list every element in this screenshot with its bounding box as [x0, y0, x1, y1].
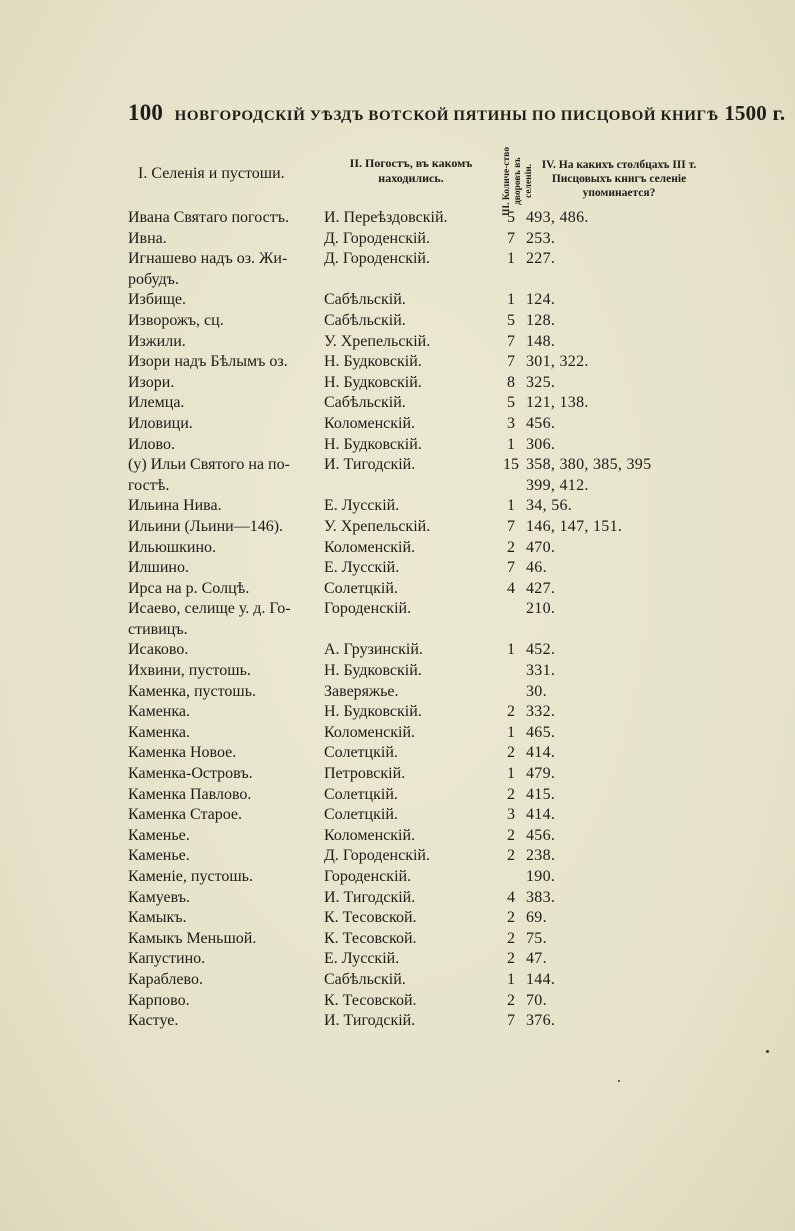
- settlement-name: Ильина Нива.: [128, 497, 222, 515]
- header-title: НОВГОРОДСКІЙ УѢЗДЪ ВОТСКОЙ ПЯТИНЫ ПО ПИСЦОВОЙ КНИГѢ: [174, 108, 719, 124]
- pogost-name: Петровскій.: [324, 765, 406, 783]
- household-count: 2: [507, 785, 515, 803]
- pogost-name: У. Хрепельскій.: [324, 332, 431, 350]
- household-count: 2: [507, 847, 515, 865]
- settlement-name: Изжили.: [128, 332, 186, 350]
- pogost-name: И. Тигодскій.: [324, 888, 416, 906]
- column-references: 34, 56.: [526, 497, 573, 515]
- column-references: 465.: [526, 723, 556, 741]
- column-references: 238.: [526, 847, 556, 865]
- column-references: 452.: [526, 641, 556, 659]
- column-references: 479.: [526, 765, 556, 783]
- table-row: [128, 929, 698, 950]
- table-row: [128, 826, 698, 847]
- table-row: [128, 270, 698, 291]
- settlement-name: Каменка Новое.: [128, 744, 237, 762]
- page-number: 100: [128, 100, 164, 125]
- household-count: 1: [507, 497, 515, 515]
- table-row: [128, 640, 698, 661]
- household-count: 7: [507, 353, 515, 371]
- table-row: [128, 949, 698, 970]
- settlement-name: Исаково.: [128, 641, 189, 659]
- household-count: [496, 620, 526, 641]
- paper-speck: [618, 1080, 620, 1082]
- settlement-name: Караблево.: [128, 970, 203, 988]
- household-count: 5: [507, 394, 515, 412]
- pogost-name: Сабѣльскій.: [324, 291, 406, 309]
- pogost-name: Д. Городенскій.: [324, 250, 430, 268]
- column-references: 470.: [526, 538, 556, 556]
- pogost-name: Н. Будковскій.: [324, 662, 422, 680]
- table-row: [128, 970, 698, 991]
- settlement-name: Ирса на р. Солцѣ.: [128, 579, 250, 597]
- settlement-name: Иловици.: [128, 414, 193, 432]
- table-row: [128, 332, 698, 353]
- pogost-name: [324, 270, 496, 291]
- settlement-name: Ивна.: [128, 229, 167, 247]
- table-row: [128, 888, 698, 909]
- household-count: 2: [507, 991, 515, 1009]
- household-count: [496, 599, 526, 620]
- household-count: 15: [503, 456, 519, 474]
- column-references: 325.: [526, 373, 556, 391]
- pogost-name: Сабѣльскій.: [324, 970, 406, 988]
- table-row: [128, 846, 698, 867]
- table-row: [128, 373, 698, 394]
- column-references: 414.: [526, 806, 556, 824]
- table-row: [128, 785, 698, 806]
- pogost-name: Д. Городенскій.: [324, 229, 430, 247]
- household-count: 5: [507, 209, 515, 226]
- column-references: [526, 620, 698, 641]
- column-references: 128.: [526, 311, 556, 329]
- column-references: 148.: [526, 332, 556, 350]
- table-row: [128, 229, 698, 250]
- pogost-name: Солетцкій.: [324, 744, 398, 762]
- settlement-name: Избище.: [128, 291, 186, 309]
- column-references: 124.: [526, 291, 556, 309]
- settlement-name: Каменье.: [128, 826, 190, 844]
- column-references: 414.: [526, 744, 556, 762]
- pogost-name: Солетцкій.: [324, 806, 398, 824]
- household-count: [496, 867, 526, 888]
- pogost-name: Н. Будковскій.: [324, 353, 422, 371]
- settlement-name: Каменка Павлово.: [128, 785, 252, 803]
- pogost-name: Е. Лусскій.: [324, 497, 400, 515]
- pogost-name: Д. Городенскій.: [324, 847, 430, 865]
- pogost-name: Н. Будковскій.: [324, 435, 422, 453]
- pogost-name: Коломенскій.: [324, 414, 416, 432]
- settlement-name: гостѣ.: [128, 476, 170, 494]
- settlement-name: Каменіе, пустошь.: [128, 868, 253, 885]
- settlement-name: Каменка-Островъ.: [128, 765, 253, 783]
- column-header-references: IV. На какихъ столбцахъ III т. Писцовыхъ книгъ селеніе упоминается?: [541, 159, 697, 199]
- table-row: [128, 558, 698, 579]
- household-count: 1: [507, 723, 515, 741]
- table-row: [128, 579, 698, 600]
- header-year: 1500 г.: [724, 101, 786, 125]
- pogost-name: Сабѣльскій.: [324, 394, 406, 412]
- settlement-name: Ильини (Льини—146).: [128, 517, 284, 535]
- settlement-name: Камыкъ.: [128, 909, 187, 927]
- column-references: 427.: [526, 579, 556, 597]
- table-row: [128, 1011, 698, 1032]
- settlement-name: стивицъ.: [128, 620, 188, 638]
- household-count: 1: [507, 291, 515, 309]
- pogost-name: Н. Будковскій.: [324, 373, 422, 391]
- settlement-name: Исаево, селище у. д. Го-: [128, 600, 291, 618]
- settlement-name: Камуевъ.: [128, 888, 191, 906]
- pogost-name: [324, 620, 496, 641]
- household-count: 2: [507, 703, 515, 721]
- household-count: 3: [507, 414, 515, 432]
- table-row: [128, 538, 698, 559]
- settlement-name: Камыкъ Меньшой.: [128, 929, 257, 947]
- column-references: 121, 138.: [526, 394, 589, 412]
- table-row: [128, 476, 698, 497]
- table-row: [128, 599, 698, 620]
- settlement-name: Илово.: [128, 435, 175, 453]
- pogost-name: К. Тесовской.: [324, 991, 417, 1009]
- household-count: 4: [507, 888, 515, 906]
- settlement-name: Игнашево надъ оз. Жи-: [128, 250, 288, 268]
- settlement-name: Капустино.: [128, 950, 206, 968]
- pogost-name: И. Тигодскій.: [324, 456, 416, 474]
- column-references: 301, 322.: [526, 353, 589, 371]
- household-count: 7: [507, 229, 515, 247]
- table-row: [128, 723, 698, 744]
- settlement-name: Кастуе.: [128, 1012, 179, 1030]
- pogost-name: У. Хрепельскій.: [324, 517, 431, 535]
- table-row: [128, 702, 698, 723]
- column-references: 253.: [526, 229, 556, 247]
- table-row: [128, 908, 698, 929]
- table-row: [128, 352, 698, 373]
- household-count: [496, 270, 526, 291]
- column-header-settlements: I. Селенія и пустоши.: [138, 165, 285, 182]
- pogost-name: Коломенскій.: [324, 723, 416, 741]
- pogost-name: Городенскій.: [324, 868, 412, 885]
- column-references: 493, 486.: [526, 209, 589, 226]
- household-count: 1: [507, 435, 515, 453]
- table-row: [128, 682, 698, 703]
- household-count: 3: [507, 806, 515, 824]
- settlement-name: Ихвини, пустошь.: [128, 662, 251, 680]
- column-references: 190.: [526, 868, 556, 885]
- settlement-name: Илемца.: [128, 394, 185, 412]
- household-count: [496, 682, 526, 703]
- table-row: [128, 743, 698, 764]
- column-references: 46.: [526, 559, 547, 577]
- household-count: 1: [507, 765, 515, 783]
- column-references: 415.: [526, 785, 556, 803]
- settlement-name: Каменка Старое.: [128, 806, 243, 824]
- column-references: [526, 270, 698, 291]
- household-count: 8: [507, 373, 515, 391]
- column-references: 69.: [526, 909, 547, 927]
- pogost-name: И. Тигодскій.: [324, 1012, 416, 1030]
- pogost-name: Коломенскій.: [324, 538, 416, 556]
- table-row: [128, 620, 698, 641]
- pogost-name: А. Грузинскій.: [324, 641, 423, 659]
- column-references: 358, 380, 385, 395: [526, 456, 652, 474]
- column-references: 376.: [526, 1012, 556, 1030]
- pogost-name: Городенскій.: [324, 600, 412, 618]
- column-references: 399, 412.: [526, 476, 589, 494]
- column-references: 227.: [526, 250, 556, 268]
- column-references: 456.: [526, 826, 556, 844]
- table-row: [128, 290, 698, 311]
- household-count: 1: [507, 641, 515, 659]
- settlements-table: [128, 208, 698, 1032]
- household-count: 7: [507, 559, 515, 577]
- pogost-name: Заверяжье.: [324, 682, 399, 700]
- household-count: [496, 476, 526, 497]
- table-row: [128, 249, 698, 270]
- pogost-name: Е. Лусскій.: [324, 950, 400, 968]
- household-count: 2: [507, 538, 515, 556]
- household-count: 7: [507, 332, 515, 350]
- running-header: [128, 100, 786, 126]
- pogost-name: Коломенскій.: [324, 826, 416, 844]
- household-count: 2: [507, 929, 515, 947]
- pogost-name: К. Тесовской.: [324, 929, 417, 947]
- household-count: 7: [507, 517, 515, 535]
- pogost-name: Солетцкій.: [324, 785, 398, 803]
- settlement-name: Илшино.: [128, 559, 189, 577]
- column-references: 383.: [526, 888, 556, 906]
- household-count: 2: [507, 826, 515, 844]
- household-count: 2: [507, 909, 515, 927]
- pogost-name: [324, 476, 496, 497]
- column-references: 47.: [526, 950, 547, 968]
- settlement-name: Изворожъ, сц.: [128, 311, 224, 329]
- table-row: [128, 455, 698, 476]
- pogost-name: И. Переѣздовскій.: [324, 209, 448, 226]
- column-references: 144.: [526, 970, 556, 988]
- pogost-name: Н. Будковскій.: [324, 703, 422, 721]
- table-row: [128, 764, 698, 785]
- table-row: [128, 867, 698, 888]
- settlement-name: Карпово.: [128, 991, 190, 1009]
- column-references: 306.: [526, 435, 556, 453]
- household-count: 1: [507, 250, 515, 268]
- settlement-name: Ивана Святаго погостъ.: [128, 209, 289, 226]
- settlement-name: Ильюшкино.: [128, 538, 217, 556]
- column-references: 70.: [526, 991, 547, 1009]
- settlement-name: Изори надъ Бѣлымъ оз.: [128, 353, 288, 371]
- settlement-name: Изори.: [128, 373, 175, 391]
- table-row: [128, 208, 698, 229]
- settlement-name: Каменка.: [128, 703, 190, 721]
- household-count: 2: [507, 744, 515, 762]
- column-references: 146, 147, 151.: [526, 517, 623, 535]
- table-row: [128, 991, 698, 1012]
- column-references: 331.: [526, 662, 556, 680]
- pogost-name: Сабѣльскій.: [324, 311, 406, 329]
- household-count: 7: [507, 1012, 515, 1030]
- table-row: [128, 414, 698, 435]
- table-row: [128, 435, 698, 456]
- table-row: [128, 496, 698, 517]
- paper-speck: [766, 1050, 769, 1053]
- table-row: [128, 805, 698, 826]
- table-row: [128, 661, 698, 682]
- settlement-name: (у) Ильи Святого на по-: [128, 456, 290, 474]
- table-row: [128, 311, 698, 332]
- household-count: 1: [507, 970, 515, 988]
- household-count: 5: [507, 311, 515, 329]
- pogost-name: Е. Лусскій.: [324, 559, 400, 577]
- settlement-name: робудъ.: [128, 270, 179, 288]
- household-count: 2: [507, 950, 515, 968]
- column-references: 456.: [526, 414, 556, 432]
- column-references: 210.: [526, 600, 556, 618]
- table-row: [128, 517, 698, 538]
- pogost-name: К. Тесовской.: [324, 909, 417, 927]
- household-count: [496, 661, 526, 682]
- column-header-pogost: II. Погостъ, въ какомъ находились.: [349, 156, 473, 185]
- household-count: 4: [507, 579, 515, 597]
- settlement-name: Каменка.: [128, 723, 190, 741]
- column-references: 75.: [526, 929, 547, 947]
- pogost-name: Солетцкій.: [324, 579, 398, 597]
- table-row: [128, 393, 698, 414]
- column-references: 30.: [526, 682, 547, 700]
- column-references: 332.: [526, 703, 556, 721]
- settlement-name: Каменка, пустошь.: [128, 682, 257, 700]
- column-header-households: III. Количе-ство дворовъ въ селеніи.: [502, 146, 534, 216]
- settlement-name: Каменье.: [128, 847, 190, 865]
